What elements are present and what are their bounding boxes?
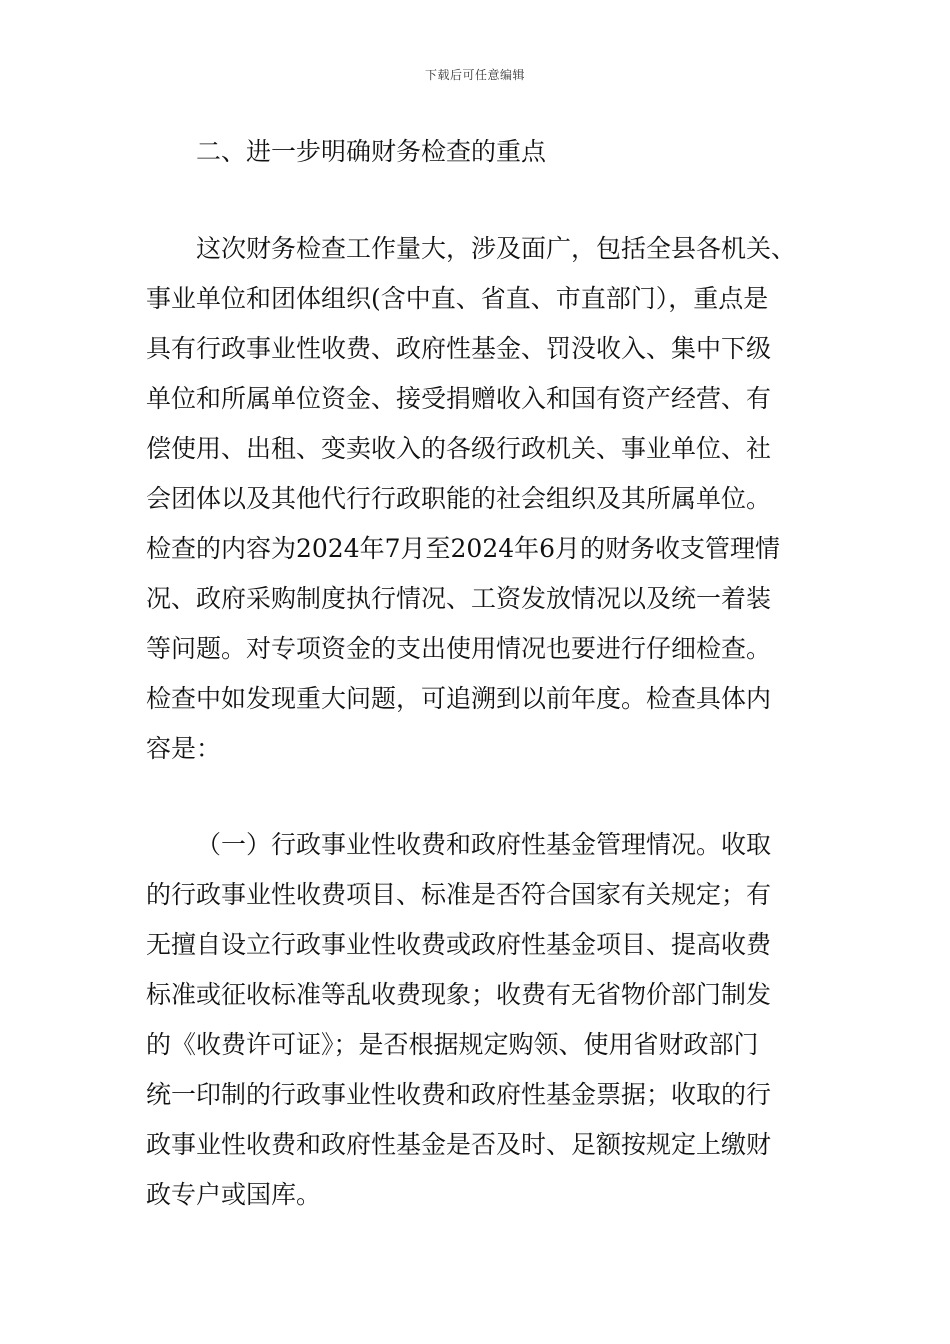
- paragraph-line: 的《收费许可证》；是否根据规定购领、使用省财政部门: [146, 1030, 759, 1059]
- paragraph-line: 事业单位和团体组织(含中直、省直、市直部门），重点是: [146, 284, 769, 313]
- paragraph-line: 的行政事业性收费项目、标准是否符合国家有关规定；有: [146, 880, 772, 909]
- section-heading: 二、进一步明确财务检查的重点: [196, 137, 547, 166]
- paragraph-line: 无擅自设立行政事业性收费或政府性基金项目、提高收费: [146, 930, 772, 959]
- paragraph-line: 会团体以及其他代行行政职能的社会组织及其所属单位。: [146, 484, 772, 513]
- paragraph-line: 检查中如发现重大问题，可追溯到以前年度。检查具体内: [146, 684, 772, 713]
- header-note: 下载后可任意编辑: [424, 68, 525, 82]
- body-paragraph-2: [146, 820, 836, 1220]
- paragraph-line: 等问题。对专项资金的支出使用情况也要进行仔细检查。: [146, 634, 772, 663]
- paragraph-line: 具有行政事业性收费、政府性基金、罚没收入、集中下级: [146, 334, 772, 363]
- paragraph-line: 偿使用、出租、变卖收入的各级行政机关、事业单位、社: [146, 434, 772, 463]
- paragraph-line: 政专户或国库。: [146, 1180, 322, 1209]
- paragraph-line: （一）行政事业性收费和政府性基金管理情况。收取: [196, 830, 772, 859]
- paragraph-line: 标准或征收标准等乱收费现象；收费有无省物价部门制发: [146, 980, 772, 1009]
- paragraph-line: 单位和所属单位资金、接受捐赠收入和国有资产经营、有: [146, 384, 772, 413]
- paragraph-line: 统一印制的行政事业性收费和政府性基金票据；收取的行: [146, 1080, 772, 1109]
- paragraph-line: 这次财务检查工作量大，涉及面广，包括全县各机关、: [196, 234, 797, 263]
- paragraph-line: 容是：: [146, 734, 222, 763]
- paragraph-line: 检查的内容为2024年7月至2024年6月的财务收支管理情: [146, 534, 781, 563]
- paragraph-line: 况、政府采购制度执行情况、工资发放情况以及统一着装: [146, 584, 772, 613]
- body-paragraph-1: [146, 224, 836, 774]
- paragraph-line: 政事业性收费和政府性基金是否及时、足额按规定上缴财: [146, 1130, 772, 1159]
